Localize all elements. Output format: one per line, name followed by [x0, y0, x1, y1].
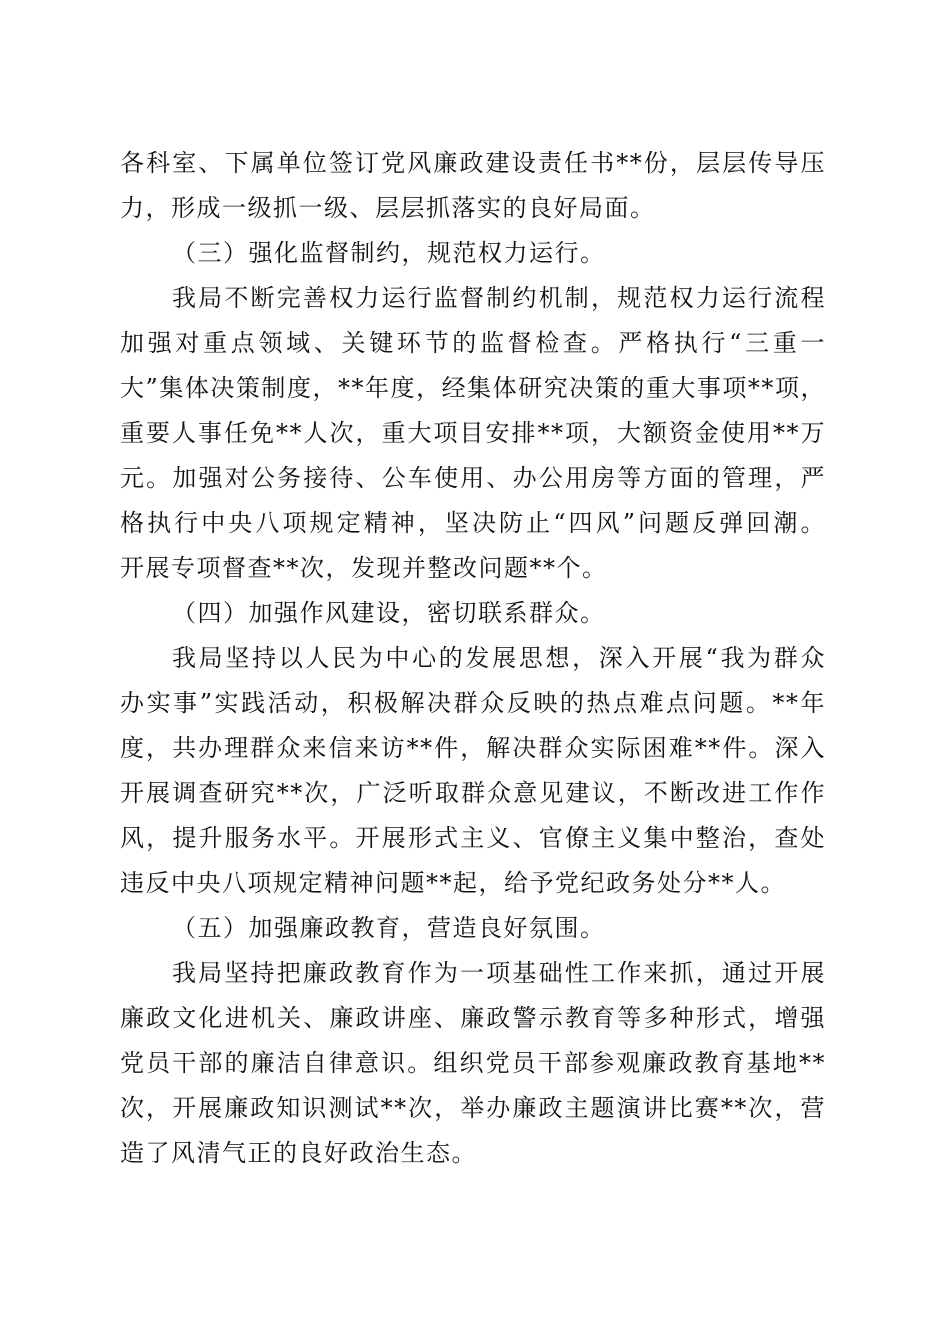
body-line: 各科室、下属单位签订党风廉政建设责任书**份，层层传导压 [120, 149, 826, 177]
section-heading: （三）强化监督制约，规范权力运行。 [172, 239, 606, 267]
body-line: 造了风清气正的良好政治生态。 [120, 1139, 477, 1167]
section-heading: （五）加强廉政教育，营造良好氛围。 [172, 914, 606, 942]
body-line: 办实事”实践活动，积极解决群众反映的热点难点问题。**年 [120, 689, 826, 717]
body-line: 我局坚持以人民为中心的发展思想，深入开展“我为群众 [172, 644, 826, 672]
body-line: 力，形成一级抓一级、层层抓落实的良好局面。 [120, 194, 656, 222]
section-heading: （四）加强作风建设，密切联系群众。 [172, 599, 606, 627]
body-line: 违反中央八项规定精神问题**起，给予党纪政务处分**人。 [120, 869, 786, 897]
body-line: 加强对重点领域、关键环节的监督检查。严格执行“三重一 [120, 329, 826, 357]
body-line: 开展调查研究**次，广泛听取群众意见建议，不断改进工作作 [120, 779, 826, 807]
body-line: 重要人事任免**人次，重大项目安排**项，大额资金使用**万 [120, 419, 826, 447]
body-line: 度，共办理群众来信来访**件，解决群众实际困难**件。深入 [120, 734, 826, 762]
body-line: 大”集体决策制度，**年度，经集体研究决策的重大事项**项， [120, 374, 826, 402]
body-line: 我局不断完善权力运行监督制约机制，规范权力运行流程 [172, 284, 826, 312]
body-line: 风，提升服务水平。开展形式主义、官僚主义集中整治，查处 [120, 824, 826, 852]
document-body [120, 141, 826, 1176]
body-line: 次，开展廉政知识测试**次，举办廉政主题演讲比赛**次，营 [120, 1094, 826, 1122]
body-line: 廉政文化进机关、廉政讲座、廉政警示教育等多种形式，增强 [120, 1004, 826, 1032]
body-line: 党员干部的廉洁自律意识。组织党员干部参观廉政教育基地** [120, 1049, 826, 1077]
body-line: 我局坚持把廉政教育作为一项基础性工作来抓，通过开展 [172, 959, 826, 987]
body-line: 格执行中央八项规定精神，坚决防止“四风”问题反弹回潮。 [120, 509, 826, 537]
body-line: 元。加强对公务接待、公车使用、办公用房等方面的管理，严 [120, 464, 826, 492]
body-line: 开展专项督查**次，发现并整改问题**个。 [120, 554, 608, 582]
